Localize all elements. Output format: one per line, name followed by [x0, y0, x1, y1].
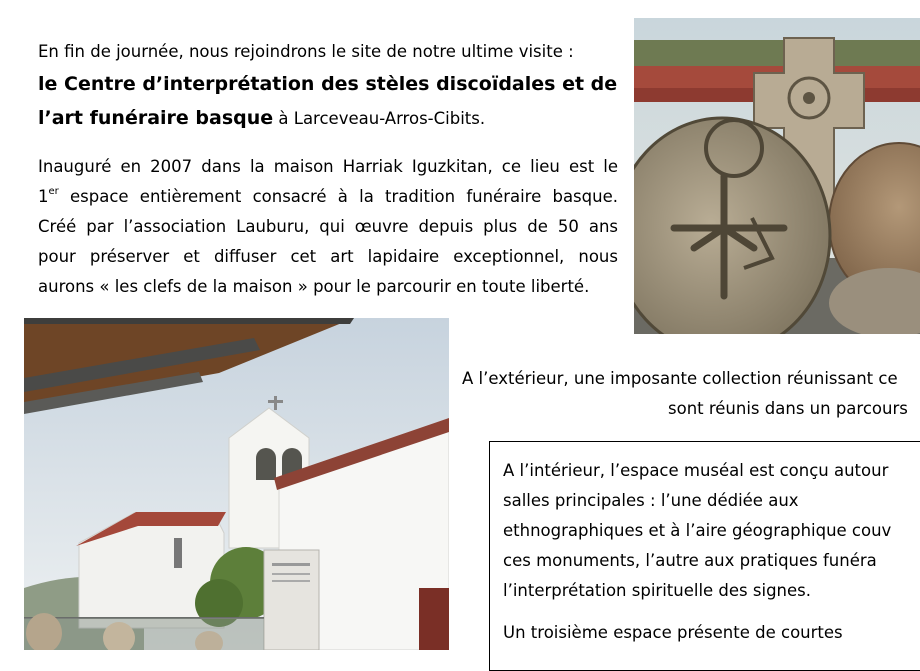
- site-title-line1: le Centre d’interprétation des stèles discoïdales et de: [38, 73, 618, 95]
- photo-discoidal-steles: [634, 18, 920, 334]
- box-line-6: [503, 618, 920, 648]
- desc-line-3: Créé par l’association Lauburu, qui œuvre depuis plus de 50 ans: [38, 217, 618, 236]
- desc-line-5: aurons « les clefs de la maison » pour le parcourir en toute liberté.: [38, 277, 590, 296]
- box-word: de: [755, 623, 776, 642]
- site-title-line2: l’art funéraire basque: [38, 107, 274, 129]
- box-word: salles: [503, 491, 550, 510]
- box-word: courtes: [781, 623, 843, 642]
- box-line-1: A l’intérieur, l’espace muséal est conçu autour: [503, 461, 889, 480]
- box-word: aux: [768, 491, 799, 510]
- outside-paragraph: [462, 364, 920, 424]
- box-line-2: [503, 486, 920, 516]
- desc-ordinal-suffix: er: [48, 186, 59, 197]
- box-word: espace: [613, 623, 672, 642]
- interior-text-box: [489, 441, 920, 671]
- box-word: principales :: [554, 491, 656, 510]
- desc-line-1: Inauguré en 2007 dans la maison Harriak Iguzkitan, ce lieu est le: [38, 157, 618, 176]
- outside-line-1: A l’extérieur, une imposante collection réunissant ce: [462, 369, 898, 388]
- box-word: présente: [677, 623, 750, 642]
- box-line-5: l’interprétation spirituelle des signes.: [503, 581, 811, 600]
- site-place: à Larceveau-Arros-Cibits.: [273, 109, 486, 128]
- desc-line-2-text: espace entièrement consacré à la tradition funéraire basque.: [58, 187, 618, 206]
- outside-line-2: sont réunis dans un parcours: [668, 399, 908, 418]
- desc-line-4: pour préserver et diffuser cet art lapidaire exceptionnel, nous: [38, 247, 618, 266]
- intro-paragraph: [38, 37, 623, 135]
- desc-ordinal: 1: [38, 187, 49, 206]
- description-paragraph: [38, 152, 618, 302]
- intro-lead: En fin de journée, nous rejoindrons le site de notre ultime visite :: [38, 42, 574, 61]
- box-word: l’une: [660, 491, 702, 510]
- box-line-3: ethnographiques et à l’aire géographique couv: [503, 521, 892, 540]
- desc-line-2: [38, 182, 618, 212]
- photo-museum-building: [24, 318, 449, 650]
- box-word: Un: [503, 623, 526, 642]
- box-word: dédiée: [706, 491, 763, 510]
- box-word: troisième: [530, 623, 608, 642]
- box-line-4: ces monuments, l’autre aux pratiques funéra: [503, 551, 877, 570]
